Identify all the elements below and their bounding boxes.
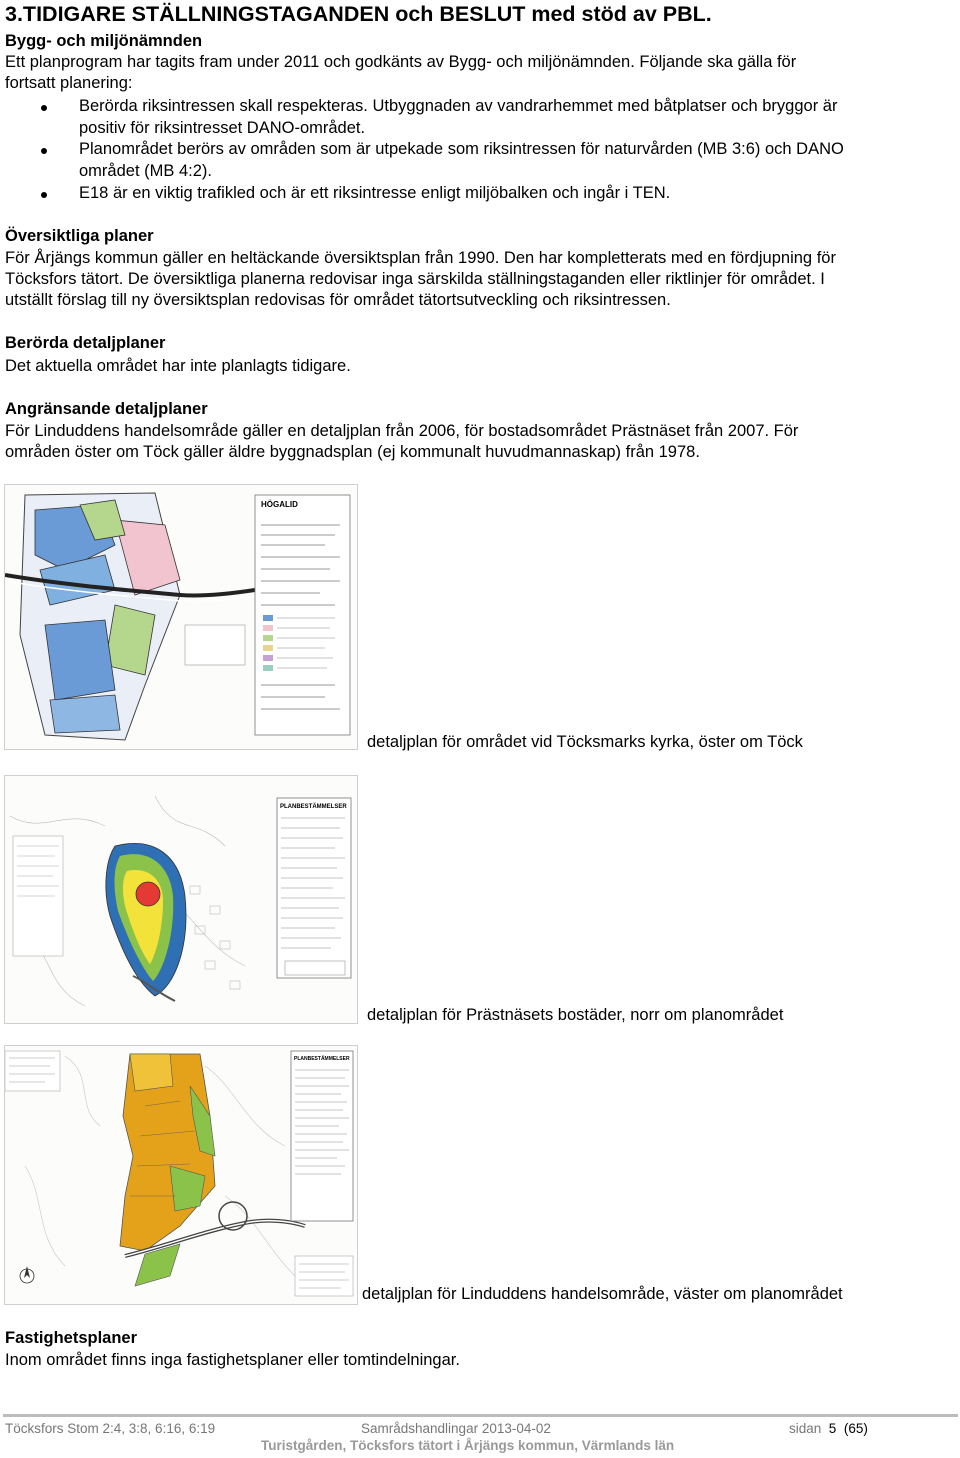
map-stamp-text: HÖGALID [261,500,298,509]
map-stamp-text: PLANBESTÄMMELSER [294,1056,350,1062]
oversikt-line-1: För Årjängs kommun gäller en heltäckande översiktsplan från 1990. Den har kompletterats med en fördjupning för [5,249,836,267]
footer-page-label: sidan [789,1421,822,1436]
footer-page [789,1421,868,1436]
bmn-line-1: Ett planprogram har tagits fram under 2011 och godkänts av Bygg- och miljönämnden. Följande ska gälla för [5,53,797,71]
map-caption: detaljplan för Prästnäsets bostäder, norr om planområdet [367,1006,784,1024]
oversikt-line-3: utställt förslag till ny översiktsplan redovisas för området tätortsutveckling och riksintressen. [5,291,671,309]
section-title-oversikt: Översiktliga planer [5,227,154,245]
fastighet-line-1: Inom området finns inga fastighetsplaner eller tomtindelningar. [5,1351,460,1369]
map-caption: detaljplan för Linduddens handelsområde, väster om planområdet [362,1285,843,1303]
page-heading: 3.TIDIGARE STÄLLNINGSTAGANDEN och BESLUT med stöd av PBL. [5,2,712,26]
footer-rule [3,1414,958,1417]
plan-map-tocksmark [4,484,358,750]
bullet-dot [41,148,47,154]
bullet-text: Planområdet berörs av områden som är utpekade som riksintressen för naturvården (MB 3:6) och DANO [79,140,844,158]
footer-doc-date: Samrådshandlingar 2013-04-02 [361,1421,551,1436]
bullet-text: E18 är en viktig trafikled och är ett riksintresse enligt miljöbalken och ingår i TEN. [79,184,671,202]
footer-subtitle: Turistgården, Töcksfors tätort i Årjängs kommun, Värmlands län [261,1438,675,1453]
footer-property: Töcksfors Stom 2:4, 3:8, 6:16, 6:19 [5,1421,216,1436]
plan-map-lindudden [4,1045,358,1305]
map-stamp-text: PLANBESTÄMMELSER [280,804,347,810]
bullet-dot [41,105,47,111]
footer-page-total: (65) [843,1421,868,1436]
bullet-dot [41,192,47,198]
section-title-bmn: Bygg- och miljönämnden [5,32,203,50]
oversikt-line-2: Töcksfors tätort. De översiktliga planerna redovisar inga särskilda ställningstaganden eller riktlinjer för området. I [5,270,825,288]
section-title-berorda: Berörda detaljplaner [5,334,166,352]
plan-map-prastnaset [4,775,358,1024]
angransande-line-1: För Linduddens handelsområde gäller en detaljplan från 2006, för bostadsområdet Prästnäset från 2007. För [5,422,799,440]
angransande-line-2: områden öster om Töck gäller äldre byggnadsplan (ej kommunalt huvudmannaskap) från 1978. [5,443,700,461]
map-caption: detaljplan för området vid Töcksmarks kyrka, öster om Töck [367,733,803,751]
bullet-text: området (MB 4:2). [79,162,212,180]
berorda-line-1: Det aktuella området har inte planlagts tidigare. [5,357,351,375]
bmn-line-2: fortsatt planering: [5,74,133,92]
footer-page-number: 5 [828,1421,837,1436]
section-title-angransande: Angränsande detaljplaner [5,400,208,418]
bullet-text: Berörda riksintressen skall respekteras. Utbyggnaden av vandrarhemmet med båtplatser och bryggor är [79,97,838,115]
section-title-fastighet: Fastighetsplaner [5,1329,138,1347]
bullet-text: positiv för riksintresset DANO-området. [79,119,366,137]
